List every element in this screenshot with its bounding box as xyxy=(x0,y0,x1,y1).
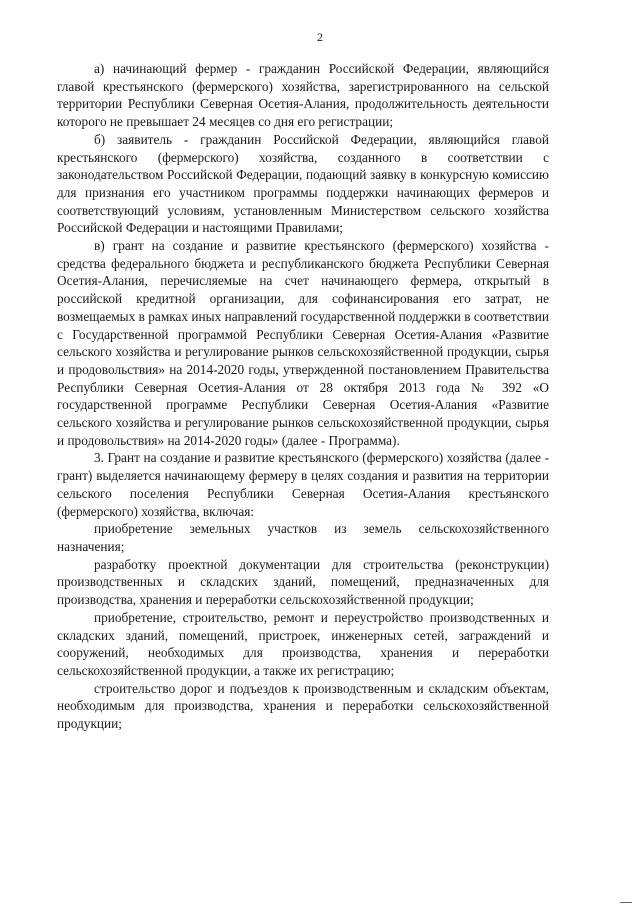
list-item-roads-construction: строительство дорог и подъездов к производственным и складским объектам, необходимым для производства, хранения и переработки сельскохозяйственной продукции; xyxy=(57,680,549,732)
paragraph-c-definition-grant: в) грант на создание и развитие крестьянского (фермерского) хозяйства - средства федерального бюджета и республиканского бюджета Республики Северная Осетия-Алания, перечисляемые на счет начинающего фермера, открытый в российской кредитной организации, для софинансирования его затрат, не возмещаемых в рамках иных направлений государственной поддержки в соответствии с Государственной программой Республики Северная Осетия-Алания «Развитие сельского хозяйства и регулирование рынков сельскохозяйственной продукции, сырья и продовольствия» на 2014-2020 годы, утвержденной постановлением Правительства Республики Северная Осетия-Алания от 28 октября 2013 года № 392 «О государственной программе Республики Северная Осетия-Алания «Развитие сельского хозяйства и регулирование рынков сельскохозяйственной продукции, сырья и продовольствия» на 2014-2020 годы» (далее - Программа). xyxy=(57,238,549,448)
page-number: 2 xyxy=(317,30,323,44)
paragraph-a-definition-beginning-farmer: а) начинающий фермер - гражданин Российской Федерации, являющийся главой крестьянского (фермерского) хозяйства, зарегистрированного на сельской территории Республики Северная Осетия-Алания, продолжительность деятельности которого не превышает 24 месяцев со дня его регистрации; xyxy=(57,61,549,130)
list-item-land-acquisition: приобретение земельных участков из земель сельскохозяйственного назначения; xyxy=(57,521,549,554)
paragraph-3-grant-purpose: 3. Грант на создание и развитие крестьянского (фермерского) хозяйства (далее - грант) выделяется начинающему фермеру в целях создания и развития на территории сельского поселения Республики Северная Осетия-Алания крестьянского (фермерского) хозяйства, включая: xyxy=(57,450,549,519)
scan-edge-mark xyxy=(620,902,632,903)
list-item-project-documentation: разработку проектной документации для строительства (реконструкции) производственных и складских зданий, помещений, предназначенных для производства, хранения и переработки сельскохозяйственной продукции; xyxy=(57,556,549,608)
document-body xyxy=(57,60,549,733)
paragraph-b-definition-applicant: б) заявитель - гражданин Российской Федерации, являющийся главой крестьянского (фермерского) хозяйства, созданного в соответствии с законодательством Российской Федерации, подающий заявку в конкурсную комиссию для признания его участником программы поддержки начинающих фермеров и соответствующий условиям, установленным Министерством сельского хозяйства Российской Федерации и настоящими Правилами; xyxy=(57,131,549,236)
list-item-construction-repair: приобретение, строительство, ремонт и переустройство производственных и складских зданий, помещений, пристроек, инженерных сетей, заграждений и сооружений, необходимых для производства, хранения и переработки сельскохозяйственной продукции, а также их регистрацию; xyxy=(57,609,549,678)
